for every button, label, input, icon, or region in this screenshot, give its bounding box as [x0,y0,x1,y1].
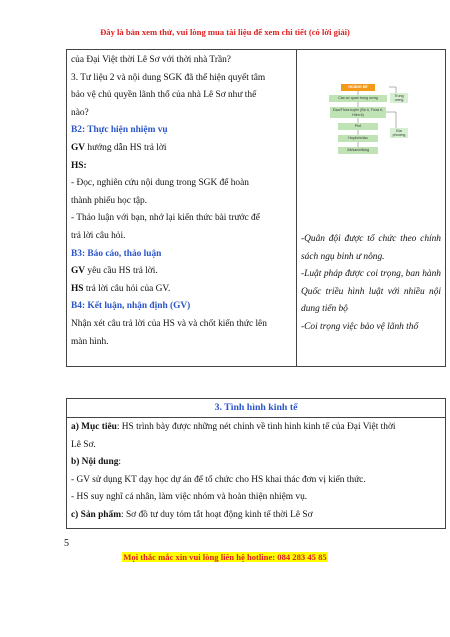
content-line: - GV sử dụng KT dạy học dự án để tổ chức cho HS khai thác đơn vị kiến thức. [71,474,366,485]
content-line: b) Nội dung: [71,457,122,468]
step-3-heading: B3: Báo cáo, thảo luận [71,248,162,259]
conclusion-line: Nhận xét câu trả lời của HS và và chốt kiến thức lên [71,318,267,329]
hs-label: HS: [71,160,87,171]
section-body [67,418,445,526]
product-column [301,231,441,337]
diagram-box-huyen: Huyện/châu [338,135,378,142]
hs-task: - Thảo luận với bạn, nhớ lại kiến thức bài trước để [71,213,260,224]
diagram-box-emperor: HOÀNG ĐẾ [341,84,375,91]
preview-banner: Đây là bản xem thử, vui lòng mua tài liệu để xem chi tiết (có lời giải) [100,27,350,37]
diagram-box-local-level: Địa phương [390,128,408,138]
product-line: -Coi trọng việc bảo vệ lãnh thổ [301,321,419,332]
question-line: 3. Tư liệu 2 và nội dung SGK đã thể hiện quyết tâm [71,72,266,83]
diagram-box-central-level: Trung ương [390,93,408,103]
page-number: 5 [64,538,69,549]
diagram-box-phu: Phủ [338,123,378,130]
hotline-banner: Mọi thắc mắc xin vui lòng liên hệ hotline: 084 283 45 85 [123,552,327,562]
hs-answer: HS trả lời câu hỏi của GV. [71,283,171,294]
product-line: c) Sản phẩm: Sơ đồ tư duy tóm tắt hoạt động kinh tế thời Lê Sơ [71,509,313,520]
diagram-box-xa: Xã/sách/động [338,147,378,154]
diagram-box-dao: Đạo/Thừa tuyên (Bộ ti, Thừa ti, Hiến ti) [330,107,386,118]
question-line: bảo vệ chủ quyền lãnh thổ của nhà Lê Sơ như thế [71,90,257,101]
hs-task: thành phiếu học tập. [71,195,148,206]
question-line: nào? [71,107,89,118]
step-2-heading: B2: Thực hiện nhiệm vụ [71,125,168,136]
hs-task: trả lời câu hỏi. [71,230,126,241]
economy-section-table [66,398,446,529]
teacher-student-activity [71,52,293,351]
section-title: 3. Tình hình kinh tế [67,399,445,418]
hs-task: - Đọc, nghiên cứu nội dung trong SGK để hoàn [71,178,249,189]
question-line: của Đại Việt thời Lê Sơ với thời nhà Trần? [71,55,231,65]
column-divider [296,50,297,366]
objective-line: a) Mục tiêu: HS trình bày được những nét chính về tình hình kinh tế của Đại Việt thời [71,422,396,432]
gv-request: GV yêu cầu HS trả lời. [71,266,158,277]
diagram-box-central: Các cơ quan trung ương [329,95,387,102]
step-4-heading: B4: Kết luận, nhận định (GV) [71,301,191,312]
content-line: - HS suy nghĩ cá nhân, làm việc nhóm và hoàn thiện nhiệm vụ. [71,492,308,503]
gv-guidance: GV hướng dẫn HS trả lời [71,142,167,153]
conclusion-line: màn hình. [71,336,109,347]
activity-table [66,49,446,367]
product-line: -Quân đội được tổ chức theo chính sách ngụ binh ư nông. [301,234,441,262]
product-line: -Luật pháp được coi trọng, ban hành Quốc triều hình luật với nhiều nội dung tiến bộ [301,269,441,315]
objective-line: Lê Sơ. [71,439,96,450]
state-structure-diagram [314,81,434,211]
